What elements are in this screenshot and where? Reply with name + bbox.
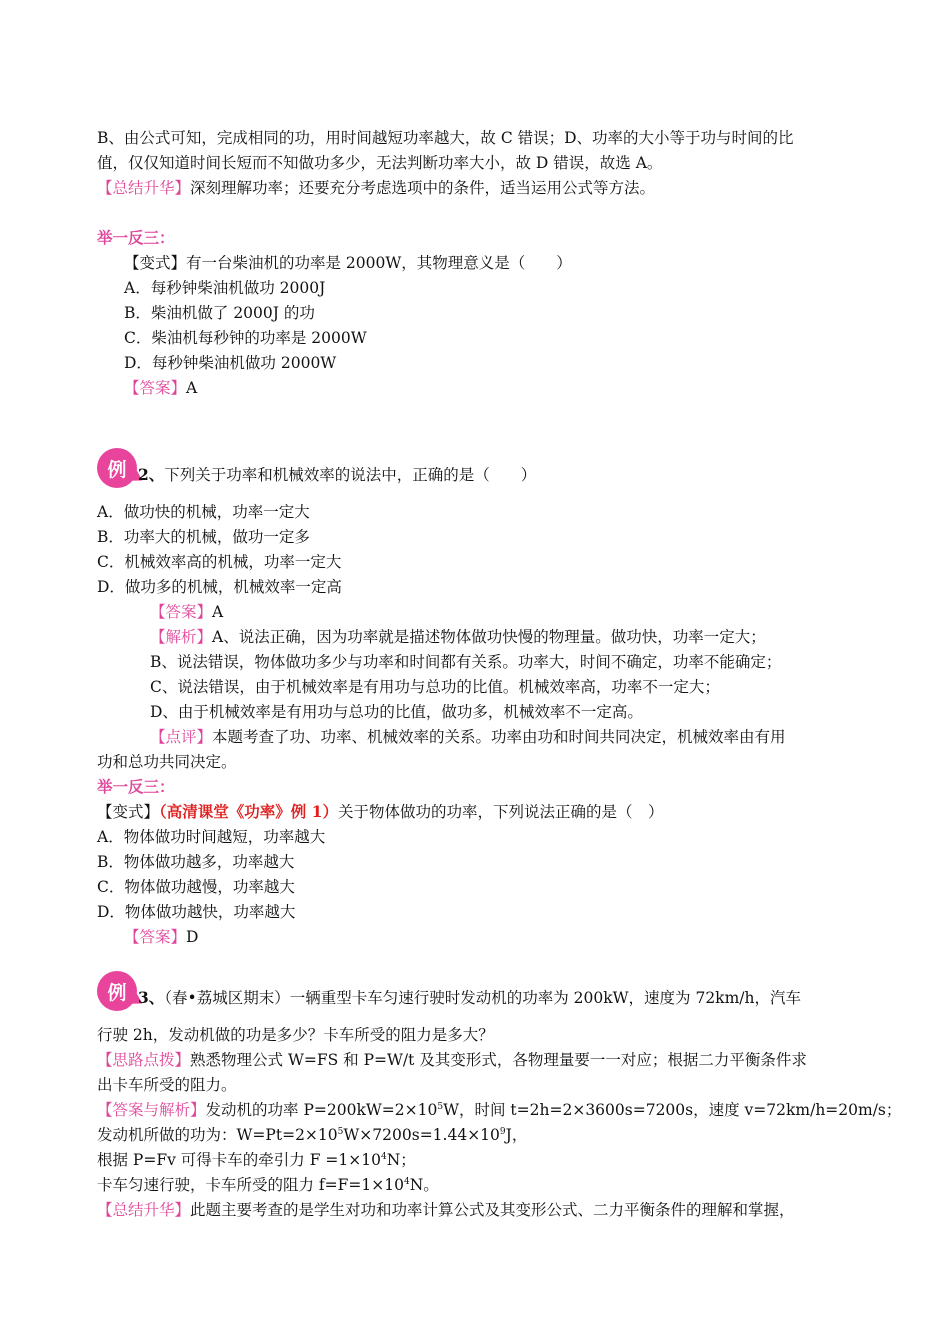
summary-tag: 【总结升华】 xyxy=(97,179,191,197)
example-question-text: （春•荔城区期末）一辆重型卡车匀速行驶时发动机的功率为 200kW，速度为 72km/h，汽车 xyxy=(164,989,801,1007)
analysis-line: C、说法错误，由于机械效率是有用功与总功的比值。机械效率高，功率不一定大； xyxy=(150,678,720,696)
answer-value: D xyxy=(186,928,199,946)
answer-line xyxy=(124,377,197,399)
option-d: D．做功多的机械，机械效率一定高 xyxy=(97,578,342,596)
summary-line xyxy=(97,1199,795,1221)
exponent: 4 xyxy=(403,1176,410,1187)
solution-text: W，时间 t=2h=2×3600s=7200s，速度 v=72km/h=20m/s； xyxy=(443,1101,902,1119)
analysis-line: B、说法错误，物体做功多少与功率和时间都有关系。功率大，时间不确定，功率不能确定； xyxy=(150,653,782,671)
option-b: B．功率大的机械，做功一定多 xyxy=(97,528,310,546)
variant-question-text: 关于物体做功的功率，下列说法正确的是（ ） xyxy=(337,803,664,821)
exponent: 5 xyxy=(337,1126,344,1137)
option-a: A．每秒钟柴油机做功 2000J xyxy=(124,279,326,297)
example-badge-icon: 例 xyxy=(97,448,137,488)
hint-tag: 【思路点拨】 xyxy=(97,1051,191,1069)
hint-text: 熟悉物理公式 W=FS 和 P=W/t 及其变形式，各物理量要一一对应；根据二力平衡条件求 xyxy=(190,1051,807,1069)
analysis-line: D、由于机械效率是有用功与总功的比值，做功多，机械效率不一定高。 xyxy=(150,703,643,721)
solution-line xyxy=(97,1174,439,1196)
summary-text: 此题主要考查的是学生对功和功率计算公式及其变形公式、二力平衡条件的理解和掌握， xyxy=(190,1201,795,1219)
answer-line xyxy=(150,601,223,623)
solution-line xyxy=(97,1099,901,1121)
text-line: 值，仅仅知道时间长短而不知做功多少，无法判断功率大小，故 D 错误，故选 A。 xyxy=(97,154,663,172)
solution-text: 卡车匀速行驶，卡车所受的阻力 f=F=1×10 xyxy=(97,1176,404,1194)
option-a: A．物体做功时间越短，功率越大 xyxy=(97,828,326,846)
option-a: A．做功快的机械，功率一定大 xyxy=(97,503,310,521)
solution-line xyxy=(97,1124,527,1146)
option-d: D．物体做功越快，功率越大 xyxy=(97,903,296,921)
example-question-text: 下列关于功率和机械效率的说法中，正确的是（ ） xyxy=(164,466,537,484)
solution-text: 根据 P=Fv 可得卡车的牵引力 F =1×10 xyxy=(97,1151,381,1169)
answer-tag: 【答案】 xyxy=(124,928,187,946)
solution-text: 发动机的功率 P=200kW=2×10 xyxy=(205,1101,438,1119)
solution-text: 发动机所做的功为：W=Pt=2×10 xyxy=(97,1126,338,1144)
comment-line xyxy=(150,726,786,748)
option-d: D．每秒钟柴油机做功 2000W xyxy=(124,354,337,372)
section-heading: 举一反三： xyxy=(97,777,175,796)
analysis-text: A、说法正确，因为功率就是描述物体做功快慢的物理量。做功快，功率一定大； xyxy=(212,628,766,646)
variant-question: 【变式】有一台柴油机的功率是 2000W，其物理意义是（ ） xyxy=(124,254,572,272)
exponent: 9 xyxy=(499,1126,506,1137)
comment-tag: 【点评】 xyxy=(150,728,213,746)
option-b: B．物体做功越多，功率越大 xyxy=(97,853,295,871)
variant-tag: 【变式】 xyxy=(97,803,160,821)
hint-line: 出卡车所受的阻力。 xyxy=(97,1076,237,1094)
option-c: C．物体做功越慢，功率越大 xyxy=(97,878,295,896)
example-badge-icon: 例 xyxy=(97,971,137,1011)
option-c: C．机械效率高的机械，功率一定大 xyxy=(97,553,342,571)
example-2-question xyxy=(138,464,536,486)
solution-text: J， xyxy=(505,1126,528,1144)
exponent: 5 xyxy=(437,1101,444,1112)
example-number: 3、 xyxy=(138,988,165,1007)
summary-line xyxy=(97,177,655,199)
summary-text: 深刻理解功率；还要充分考虑选项中的条件，适当运用公式等方法。 xyxy=(190,179,656,197)
option-c: C．柴油机每秒钟的功率是 2000W xyxy=(124,329,367,347)
answer-value: A xyxy=(186,379,198,397)
section-heading: 举一反三： xyxy=(97,228,175,247)
comment-line: 功和总功共同决定。 xyxy=(97,753,237,771)
answer-value: A xyxy=(212,603,224,621)
solution-text: W×7200s=1.44×10 xyxy=(343,1126,500,1144)
solution-text: N。 xyxy=(409,1176,439,1194)
text-line: B、由公式可知，完成相同的功，用时间越短功率越大，故 C 错误；D、功率的大小等于功与时间的比 xyxy=(97,129,794,147)
solution-tag: 【答案与解析】 xyxy=(97,1101,206,1119)
analysis-line xyxy=(150,626,766,648)
example-question-cont: 行驶 2h，发动机做的功是多少？卡车所受的阻力是多大？ xyxy=(97,1026,494,1044)
answer-tag: 【答案】 xyxy=(150,603,213,621)
comment-text: 本题考查了功、功率、机械效率的关系。功率由功和时间共同决定，机械效率由有用 xyxy=(212,728,786,746)
exponent: 4 xyxy=(380,1151,387,1162)
solution-text: N； xyxy=(386,1151,416,1169)
answer-tag: 【答案】 xyxy=(124,379,187,397)
solution-line xyxy=(97,1149,416,1171)
analysis-tag: 【解析】 xyxy=(150,628,213,646)
answer-line xyxy=(124,926,198,948)
summary-tag: 【总结升华】 xyxy=(97,1201,191,1219)
example-3-question xyxy=(138,987,801,1009)
option-b: B．柴油机做了 2000J 的功 xyxy=(124,304,315,322)
example-number: 2、 xyxy=(138,465,165,484)
variant-source: （高清课堂《功率》例 1） xyxy=(159,802,338,821)
variant-question xyxy=(97,801,663,823)
hint-line xyxy=(97,1049,807,1071)
